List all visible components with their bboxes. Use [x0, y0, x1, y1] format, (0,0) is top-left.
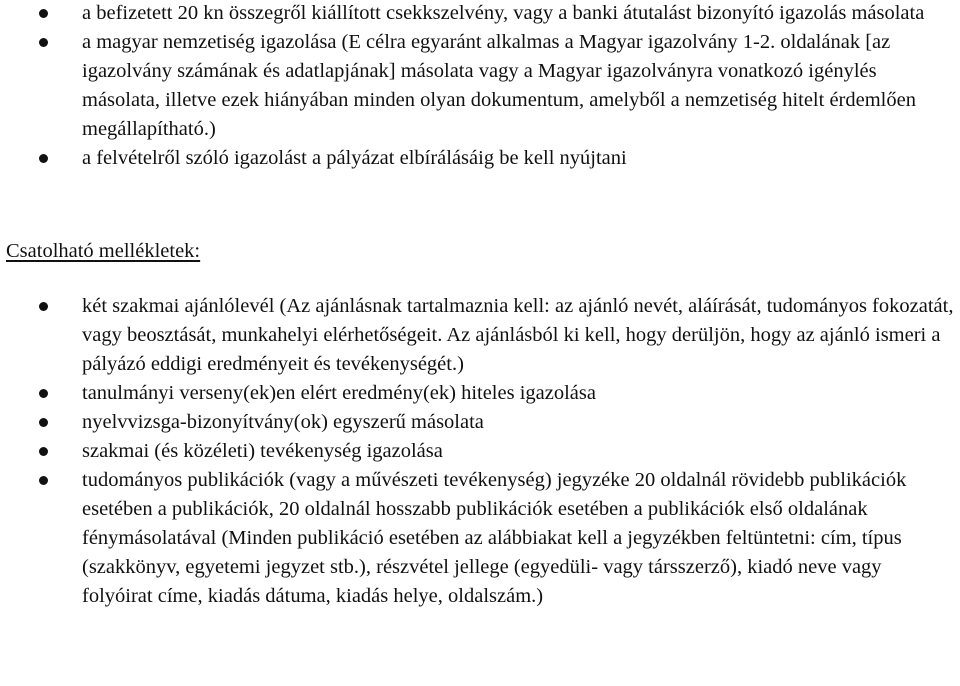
bullet-icon — [39, 154, 48, 163]
list-item — [0, 0, 960, 28]
list-item — [0, 292, 960, 379]
list-item-text: tudományos publikációk (vagy a művészeti tevékenység) jegyzéke 20 oldalnál rövidebb publikációk esetében a publikációk, 20 oldalnál hosszabb publikációk esetében a publikációk első oldalának fénymásolatával (Minden publikáció esetében az alábbiakat kell a jegyzékben feltüntetni: cím, típus (szakkönyv, egyetemi jegyzet stb.), részvétel jellege (egyedüli- vagy társszerző), kiadó neve vagy folyóirat címe, kiadás dátuma, kiadás helye, oldalszám.) — [82, 469, 907, 607]
bullet-icon — [39, 9, 48, 18]
list-item-text: a felvételről szóló igazolást a pályázat elbírálásáig be kell nyújtani — [82, 147, 627, 169]
list-item-text: a befizetett 20 kn összegről kiállított csekkszelvény, vagy a banki átutalást bizonyító igazolás másolata — [82, 2, 925, 24]
list-item-text: nyelvvizsga-bizonyítvány(ok) egyszerű másolata — [82, 411, 484, 433]
bullet-icon — [39, 418, 48, 427]
list-item-text: tanulmányi verseny(ek)en elért eredmény(ek) hiteles igazolása — [82, 382, 596, 404]
attachments-list — [0, 292, 960, 611]
list-item-text: két szakmai ajánlólevél (Az ajánlásnak tartalmaznia kell: az ajánló nevét, aláírását, tudományos fokozatát, vagy beosztását, munkahelyi elérhetőségeit. Az ajánlásból ki kell, hogy derüljön, hogy az ajánló ismeri a pályázó eddigi eredményeit és tevékenységét.) — [82, 295, 954, 375]
list-item-text: a magyar nemzetiség igazolása (E célra egyaránt alkalmas a Magyar igazolvány 1-2. oldalának [az igazolvány számának és adatlapjának] másolata vagy a Magyar igazolványra vonatkozó igénylés másolata, illetve ezek hiányában minden olyan dokumentum, amelyből a nemzetiség hitelt érdemlően megállapítható.) — [82, 31, 916, 140]
bullet-icon — [39, 389, 48, 398]
requirements-list — [0, 0, 960, 173]
bullet-icon — [39, 38, 48, 47]
bullet-icon — [39, 447, 48, 456]
list-item — [0, 466, 960, 611]
list-item — [0, 408, 960, 437]
list-item — [0, 28, 960, 144]
bullet-icon — [39, 302, 48, 311]
bullet-icon — [39, 476, 48, 485]
section-heading: Csatolható mellékletek: — [6, 240, 201, 262]
list-item — [0, 437, 960, 466]
list-item — [0, 144, 960, 173]
list-item-text: szakmai (és közéleti) tevékenység igazolása — [82, 440, 443, 462]
list-item — [0, 379, 960, 408]
